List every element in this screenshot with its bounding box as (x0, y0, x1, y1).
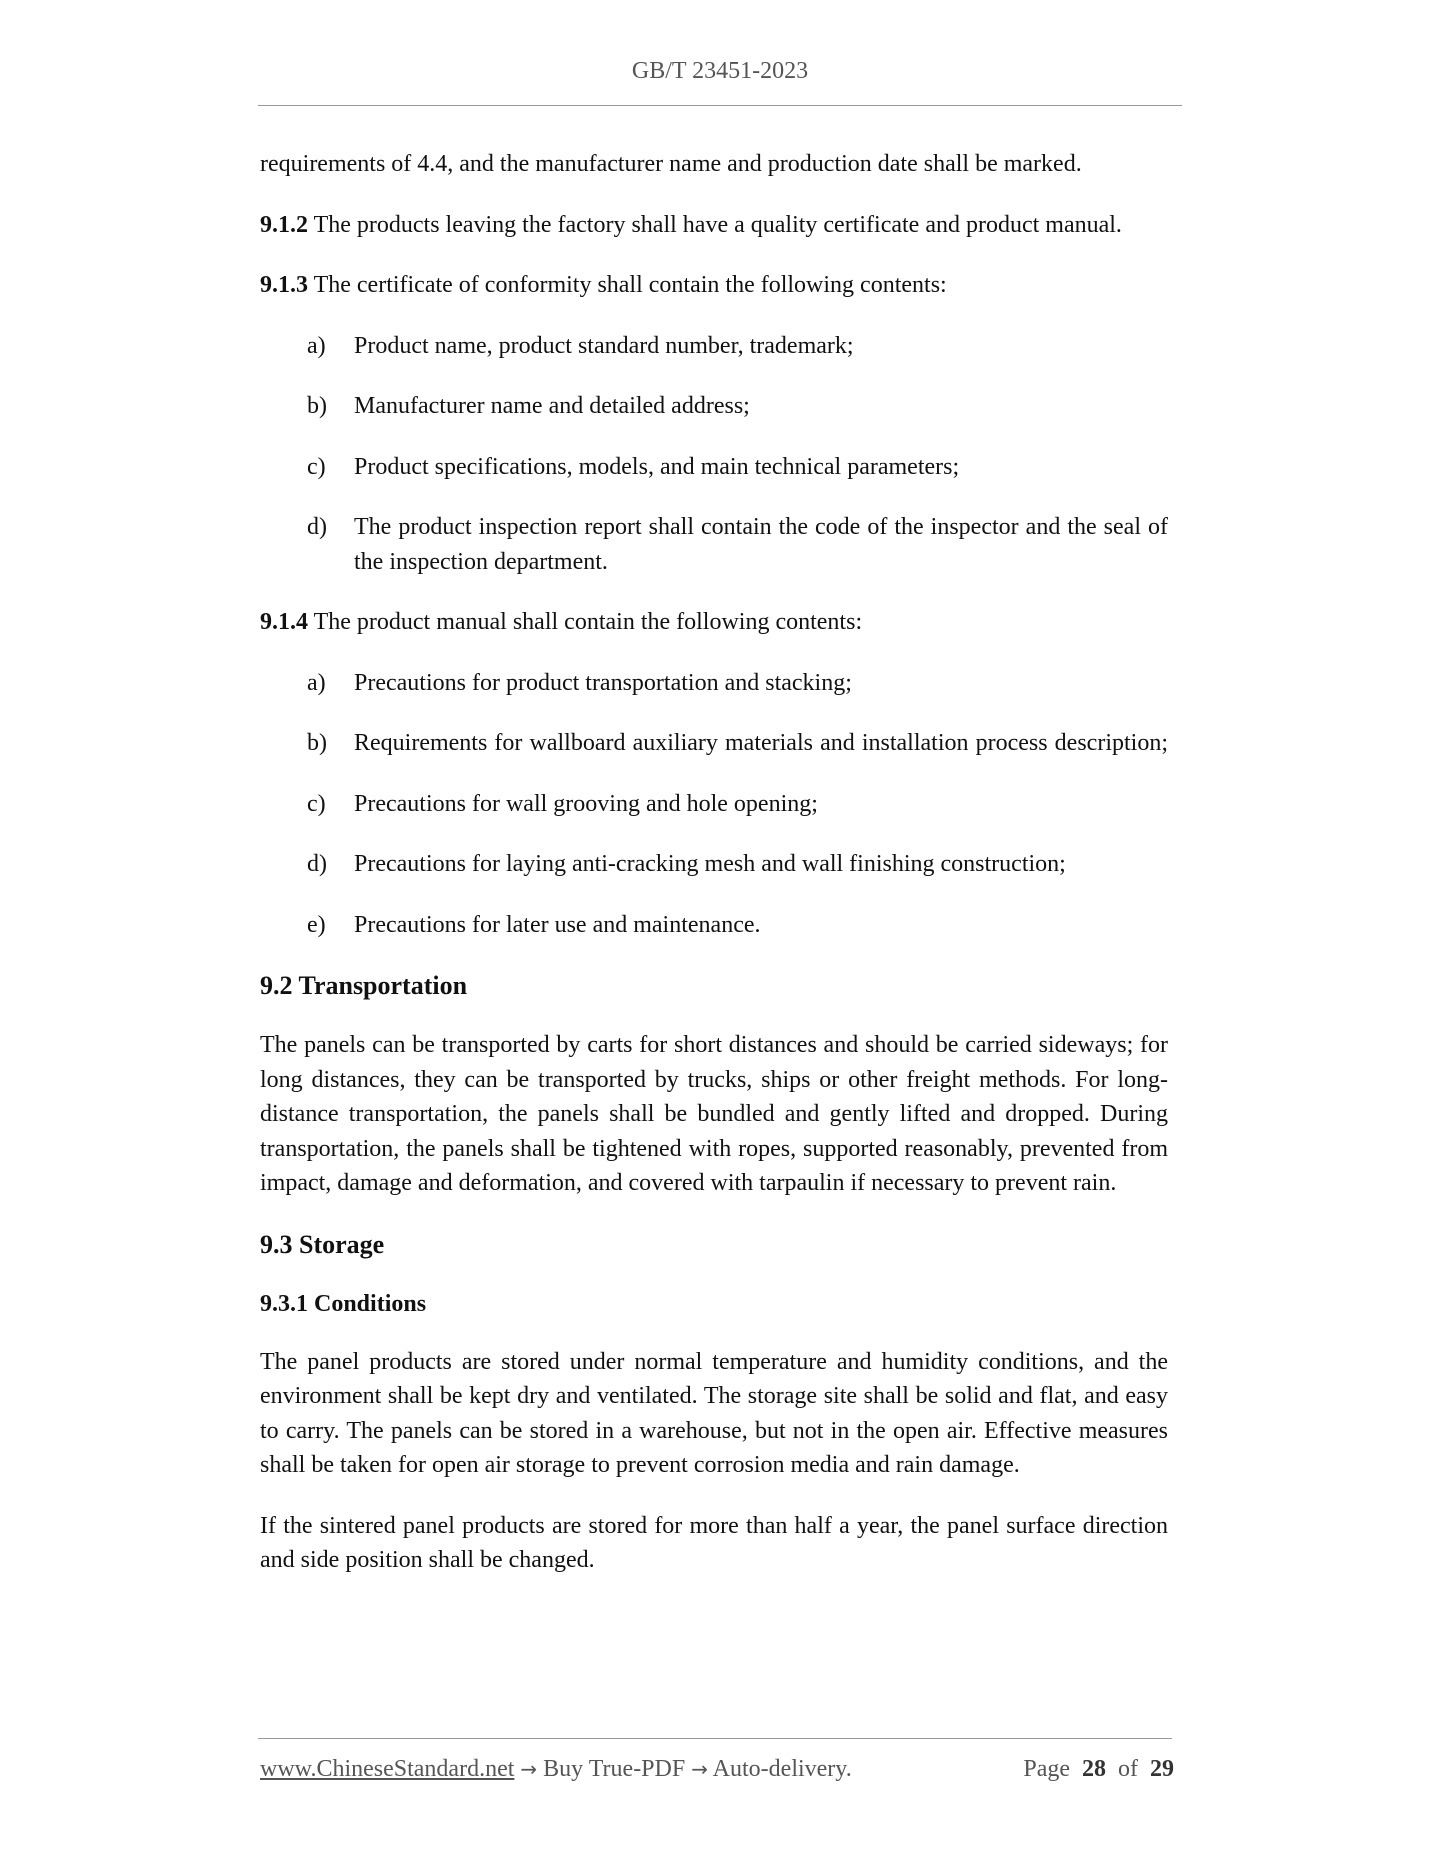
list-item-text: Product specifications, models, and main technical parameters; (354, 453, 960, 480)
list-item-text: Precautions for later use and maintenance. (354, 911, 761, 938)
list-item-text: Precautions for product transportation and stacking; (354, 669, 852, 696)
list-item (260, 450, 1168, 485)
list-item (260, 389, 1168, 424)
list-item-text: Requirements for wallboard auxiliary materials and installation process description; (354, 730, 1168, 756)
clause-text: The product manual shall contain the following contents: (313, 609, 863, 635)
clause-number: 9.1.2 (260, 211, 308, 238)
subsection-heading-conditions: 9.3.1 Conditions (260, 1290, 427, 1317)
buy-pdf-text: Buy True-PDF (543, 1756, 686, 1782)
auto-delivery-text: Auto-delivery. (712, 1756, 852, 1782)
arrow-right-icon: → (520, 1757, 538, 1781)
list-marker: e) (307, 911, 326, 938)
page-number (1023, 1756, 1174, 1783)
clause-text: The certificate of conformity shall contain the following contents: (313, 272, 947, 298)
of-label: of (1118, 1756, 1138, 1782)
certificate-contents-list (260, 329, 1168, 580)
list-item-text: Manufacturer name and detailed address; (354, 393, 750, 419)
conditions-paragraph-2: If the sintered panel products are stored for more than half a year, the panel surface direction and side position shall be changed. (260, 1512, 1168, 1573)
list-marker: a) (307, 332, 326, 359)
list-marker: b) (307, 730, 327, 756)
list-item-text: Product name, product standard number, trademark; (354, 332, 854, 359)
section-heading-storage: 9.3 Storage (260, 1229, 385, 1259)
footer-left (260, 1756, 852, 1783)
list-marker: c) (307, 790, 326, 817)
list-marker: d) (307, 851, 327, 877)
list-marker: c) (307, 453, 326, 480)
clause-number: 9.1.3 (260, 272, 308, 298)
list-item-text: Precautions for laying anti-cracking mesh and wall finishing construction; (354, 851, 1066, 877)
list-item (260, 908, 1168, 943)
list-item (260, 787, 1168, 822)
list-item (260, 329, 1168, 364)
list-item (260, 726, 1168, 761)
clause-9-1-4 (260, 605, 1168, 640)
list-marker: a) (307, 669, 326, 696)
manual-contents-list (260, 666, 1168, 943)
running-header: GB/T 23451-2023 (631, 58, 809, 84)
page-label: Page (1023, 1756, 1070, 1782)
page-content (260, 147, 1168, 1604)
website-link[interactable]: www.ChineseStandard.net (260, 1756, 515, 1782)
transportation-paragraph: The panels can be transported by carts for short distances and should be carried sideways; for long distances, they can be transported by trucks, ships or other freight methods. For long-distance transportation, the panels shall be bundled and gently lifted and dropped. During transportation, the panels shall be tightened with ropes, supported reasonably, prevented from impact, damage and deformation, and covered with tarpaulin if necessary to prevent rain. (260, 1032, 1168, 1196)
continuation-paragraph: requirements of 4.4, and the manufacturer name and production date shall be marked. (260, 151, 1082, 177)
clause-9-1-2 (260, 208, 1168, 243)
page-footer (260, 1756, 1174, 1783)
clause-text: The products leaving the factory shall have a quality certificate and product manual. (313, 211, 1122, 238)
header-divider (258, 105, 1182, 106)
footer-divider (258, 1738, 1172, 1739)
list-marker: d) (307, 514, 327, 540)
arrow-right-icon: → (691, 1757, 708, 1781)
list-item-text: The product inspection report shall contain the code of the inspector and the seal of the inspection department. (354, 514, 1168, 575)
list-item (260, 510, 1168, 579)
page-total: 29 (1150, 1756, 1174, 1782)
list-item (260, 666, 1168, 701)
section-heading-transportation: 9.2 Transportation (260, 971, 468, 1000)
page-current: 28 (1082, 1756, 1106, 1782)
list-item (260, 847, 1168, 882)
clause-number: 9.1.4 (260, 609, 308, 635)
list-item-text: Precautions for wall grooving and hole opening; (354, 790, 818, 817)
clause-9-1-3 (260, 268, 1168, 303)
list-marker: b) (307, 393, 327, 419)
conditions-paragraph-1: The panel products are stored under normal temperature and humidity conditions, and the environment shall be kept dry and ventilated. The storage site shall be solid and flat, and easy to carry. The panels can be stored in a warehouse, but not in the open air. Effective measures shall be taken for open air storage to prevent corrosion media and rain damage. (260, 1348, 1168, 1478)
